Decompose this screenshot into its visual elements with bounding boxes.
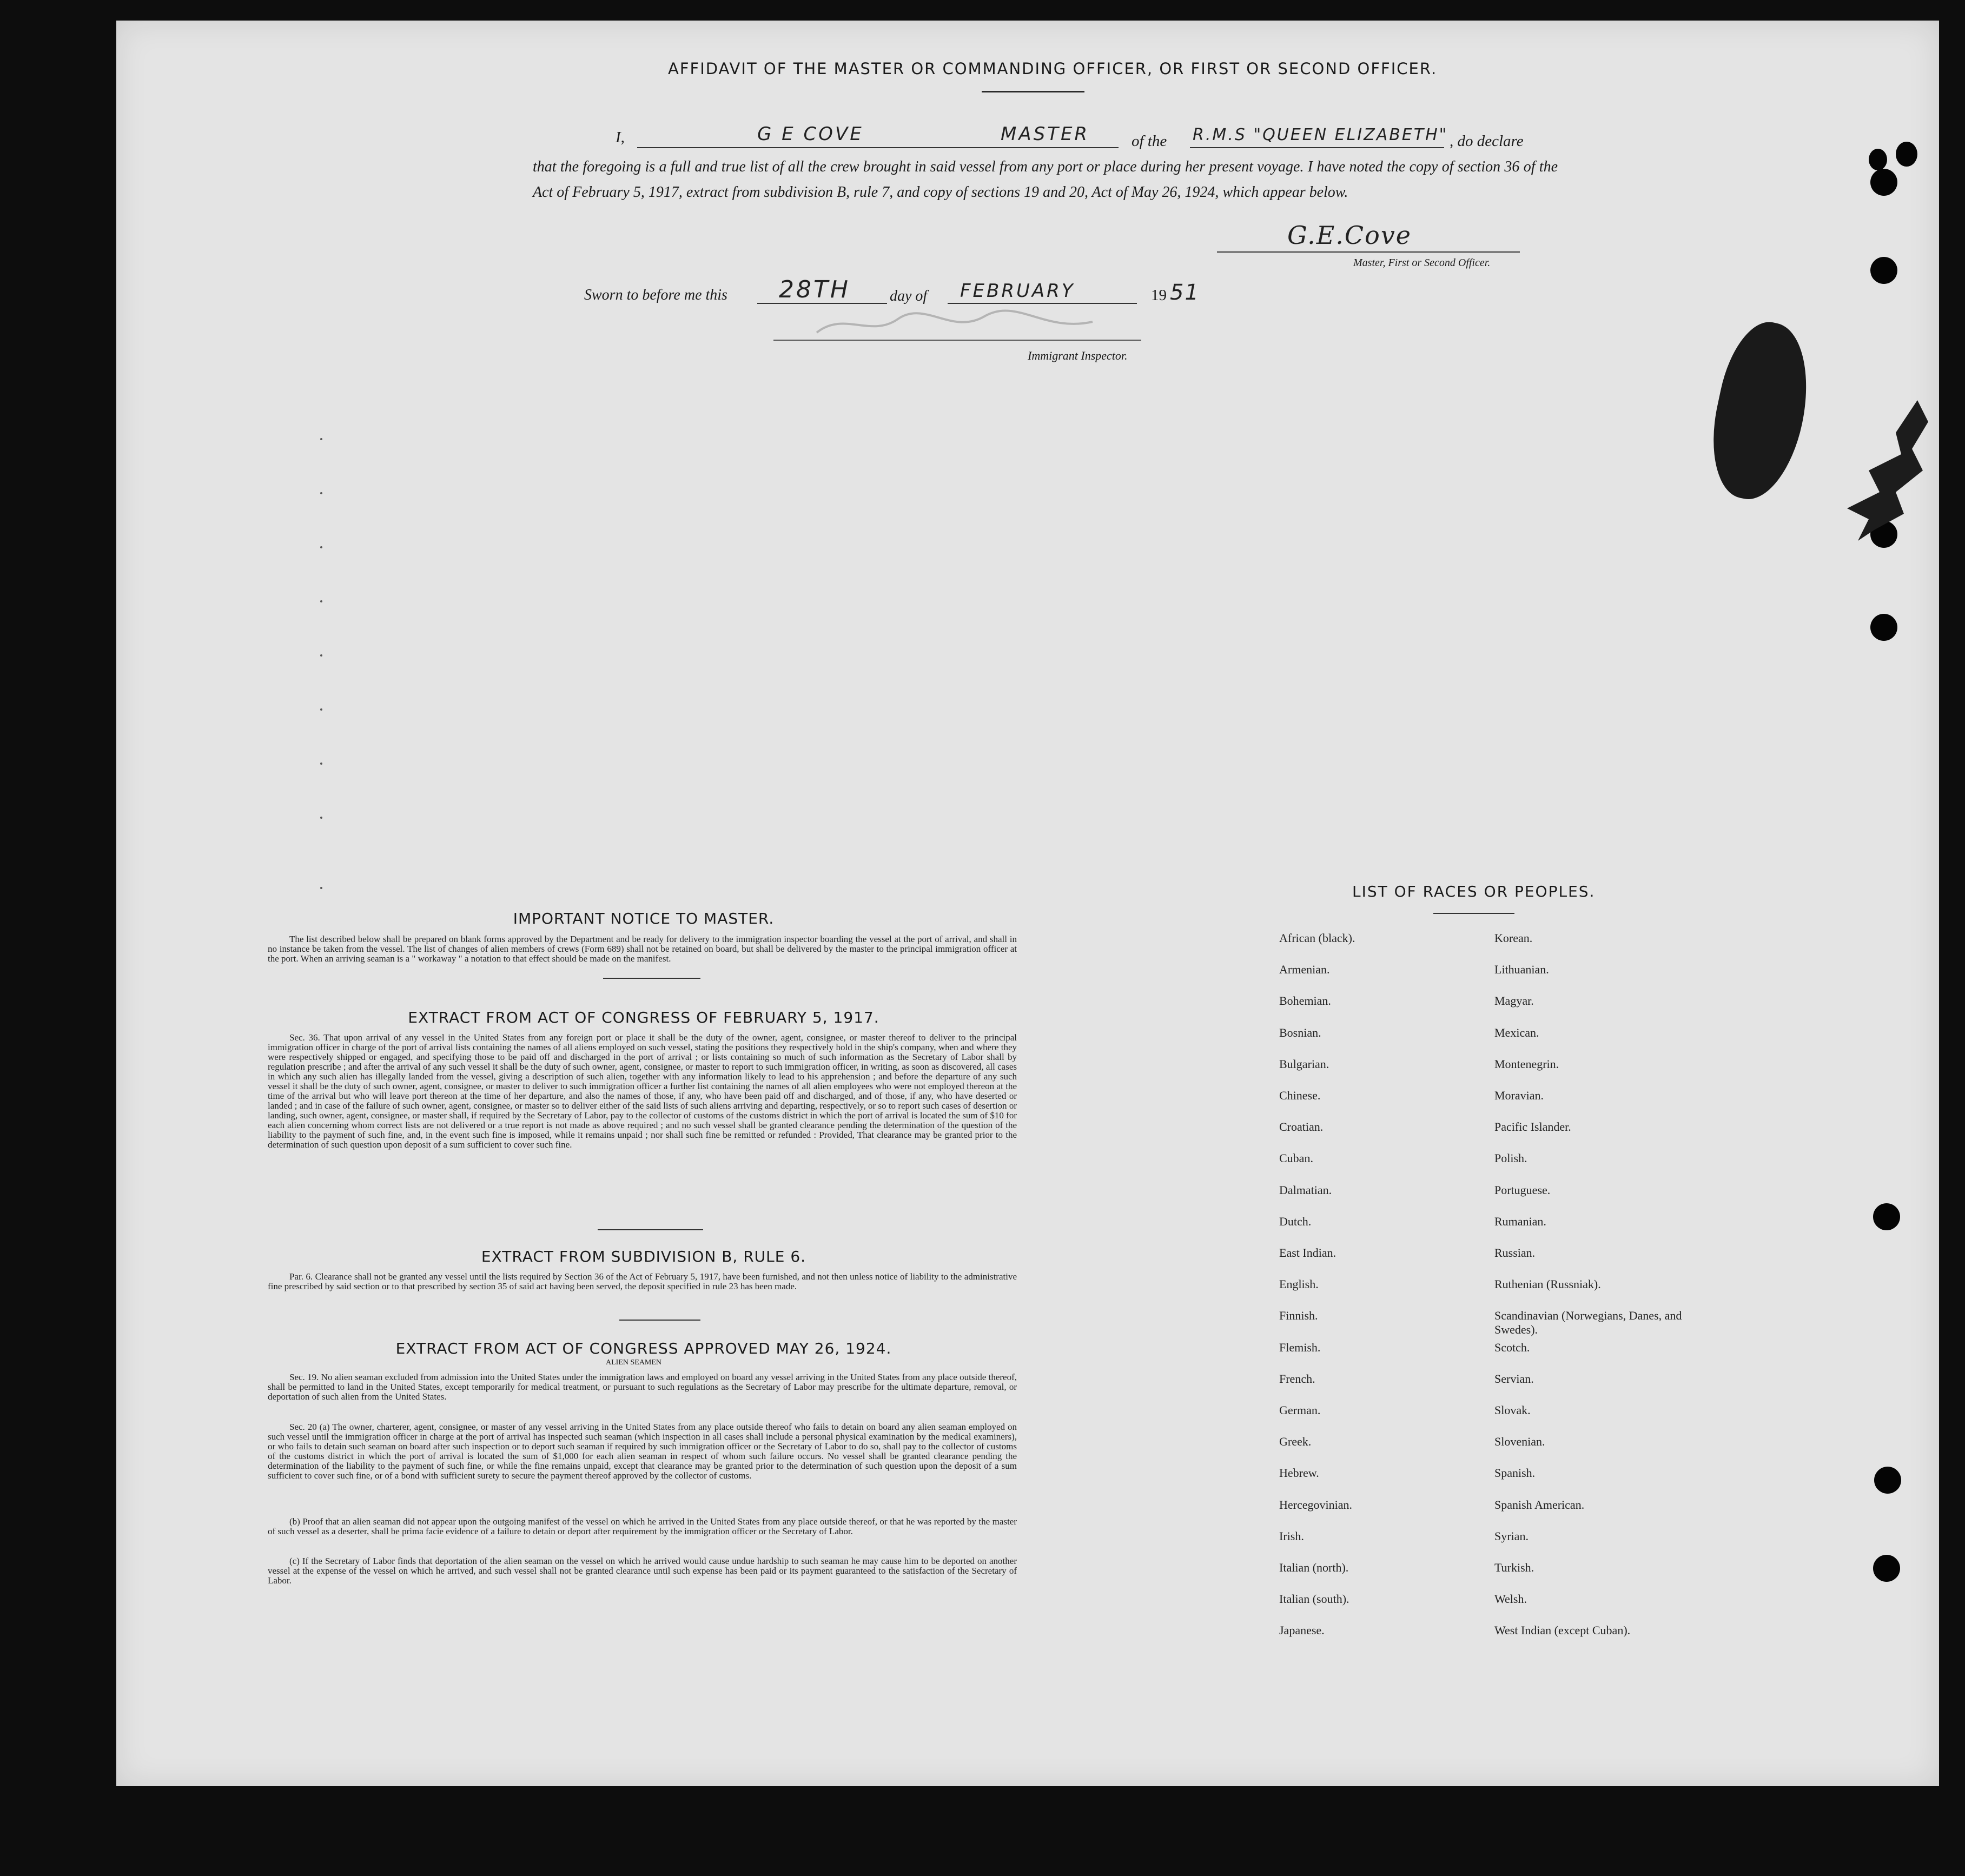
do-declare-label: , do declare <box>1450 132 1524 150</box>
race-item: Spanish American. <box>1494 1497 1585 1512</box>
race-item: Lithuanian. <box>1494 963 1549 977</box>
race-item: Portuguese. <box>1494 1183 1551 1197</box>
extract-1917-divider <box>598 1229 703 1230</box>
section-19: Sec. 19. No alien seaman excluded from admission into the United States under the immigration laws and employed on board any vessel arriving in the United States from any place outside thereof, shall be permitted to land in the United States, except temporarily for medical treatment, or pursuant to such regulations as the Secretary of Labor may prescribe for the ultimate departure, removal, or deportation of such alien from the United States. <box>268 1372 1017 1402</box>
race-item: Servian. <box>1494 1371 1534 1386</box>
race-item: Dutch. <box>1279 1214 1312 1228</box>
race-item: Hebrew. <box>1279 1466 1319 1480</box>
race-item: Montenegrin. <box>1494 1057 1559 1071</box>
race-item: Russian. <box>1494 1246 1536 1259</box>
margin-dot <box>320 887 322 889</box>
vessel-name: R.M.S "QUEEN ELIZABETH" <box>1193 125 1448 144</box>
race-item: Turkish. <box>1494 1561 1534 1574</box>
margin-dot <box>320 600 322 602</box>
races-divider <box>1433 913 1514 914</box>
race-item: Moravian. <box>1494 1089 1544 1102</box>
race-item: English. <box>1279 1277 1319 1291</box>
race-item: Magyar. <box>1494 994 1534 1008</box>
declaration-body: that the foregoing is a full and true list of all the crew brought in said vessel from any port or place during her present voyage. I have noted the copy of section 36 of the Act of February 5, 1917, extract from subdivision B, rule 7, and copy of sections 19 and 20, Act of May 26, 1924, which appear below. <box>533 158 1558 201</box>
race-item: Greek. <box>1279 1435 1312 1449</box>
race-item: Croatian. <box>1279 1120 1324 1134</box>
race-item: Scotch. <box>1494 1340 1530 1354</box>
margin-dot <box>320 654 322 657</box>
races-title: LIST OF RACES OR PEOPLES. <box>1352 883 1596 900</box>
race-item: Finnish. <box>1279 1309 1318 1323</box>
sworn-month: FEBRUARY <box>960 280 1075 302</box>
name-line <box>637 147 1119 148</box>
vessel-line <box>1190 147 1444 148</box>
year-prefix: 19 <box>1151 287 1167 304</box>
race-item: Polish. <box>1494 1151 1527 1165</box>
rule6-body: Par. 6. Clearance shall not be granted any vessel until the lists required by Section 36 of the Act of February 5, 1917, have been furnished, and not then unless notice of liability to the administrative fine prescribed by said section or to that prescribed by section 35 of said act having been served, the deposit specified in rule 23 has been made. <box>268 1271 1017 1291</box>
margin-dot <box>320 817 322 819</box>
race-item: Bulgarian. <box>1279 1057 1329 1071</box>
inspector-caption: Immigrant Inspector. <box>1028 349 1128 362</box>
section-20a: Sec. 20 (a) The owner, charterer, agent, consignee, or master of any vessel arriving in the United States from any place outside thereof who fails to detain on board any alien seaman employed on such vessel until the immigration officer in charge at the port of arrival has inspected such seaman (which inspection in all cases shall include a personal physical examination by the medical examiners), or who fails to detain such seaman on board after such inspection or to deport such seaman if required by such immigration officer or the Secretary of Labor to do so, shall pay to the collector of customs of the customs district in which the port of arrival is located the sum of $1,000 for each alien seaman in respect of whom such failure occurs. No vessel shall be granted clearance pending the determination of the liability to the payment of such fine, or while the fine remains unpaid, except that clearance may be granted prior to the determination of such question upon the deposit of a sum sufficient to cover such fine, or of a bond with sufficient surety to secure the payment thereof approved by the collector of customs. <box>268 1422 1017 1481</box>
race-item: Pacific Islander. <box>1494 1120 1571 1134</box>
master-name: G E COVE <box>757 123 864 145</box>
margin-dot <box>320 438 322 440</box>
race-item: West Indian (except Cuban). <box>1494 1623 1631 1638</box>
rule6-title: EXTRACT FROM SUBDIVISION B, RULE 6. <box>481 1248 806 1265</box>
title-divider <box>982 91 1084 92</box>
binder-hole <box>1873 1203 1900 1230</box>
inspector-signature-mark <box>811 306 1136 343</box>
day-of-label: day of <box>890 288 928 304</box>
race-item: German. <box>1279 1403 1321 1417</box>
alien-seamen-subtitle: ALIEN SEAMEN <box>606 1358 662 1367</box>
race-item: Mexican. <box>1494 1025 1539 1039</box>
race-item: Slovenian. <box>1494 1435 1545 1449</box>
binder-hole <box>1870 257 1897 284</box>
race-item: Slovak. <box>1494 1403 1531 1417</box>
race-item: Bohemian. <box>1279 994 1331 1008</box>
binder-hole <box>1869 149 1887 170</box>
notice-divider <box>603 978 700 979</box>
race-item: East Indian. <box>1279 1246 1337 1259</box>
race-item: Korean. <box>1494 931 1533 945</box>
signature-caption: Master, First or Second Officer. <box>1353 257 1491 269</box>
master-signature: G.E.Cove <box>1287 221 1412 250</box>
race-item: Italian (north). <box>1279 1561 1349 1574</box>
race-item: Flemish. <box>1279 1340 1321 1354</box>
notice-body: The list described below shall be prepared on blank forms approved by the Department and be ready for delivery to the immigration inspector boarding the vessel at the port of arrival, and shall in no instance be taken from the vessel. The list of changes of alien members of crews (Form 689) shall not be retained on board, but shall be delivered by the master to the principal immigration officer at the port. When an arriving seaman is a " workaway " a notation to that effect should be made on the manifest. <box>268 934 1017 964</box>
binder-hole <box>1873 1555 1900 1582</box>
race-item: Ruthenian (Russniak). <box>1494 1277 1601 1291</box>
binder-hole <box>1870 614 1897 641</box>
of-the-label: of the <box>1132 132 1167 150</box>
race-item: Armenian. <box>1279 963 1330 977</box>
binder-hole <box>1874 1467 1901 1494</box>
race-item: Spanish. <box>1494 1466 1536 1480</box>
race-item: Welsh. <box>1494 1592 1527 1606</box>
declaration-intro: I, <box>616 129 625 146</box>
sworn-day: 28TH <box>779 276 850 303</box>
binder-hole <box>1896 142 1917 167</box>
extract-1917-title: EXTRACT FROM ACT OF CONGRESS OF FEBRUARY 5, 1917. <box>408 1009 879 1026</box>
race-item: Dalmatian. <box>1279 1183 1332 1197</box>
race-item: French. <box>1279 1371 1315 1386</box>
margin-dot <box>320 763 322 765</box>
sworn-prefix: Sworn to before me this <box>584 287 727 303</box>
notice-title: IMPORTANT NOTICE TO MASTER. <box>513 910 775 927</box>
race-item: Italian (south). <box>1279 1592 1349 1606</box>
binder-hole <box>1870 169 1897 196</box>
race-item: Japanese. <box>1279 1623 1325 1638</box>
year-suffix: 51 <box>1170 280 1200 305</box>
signature-line <box>1217 251 1520 253</box>
race-item: Hercegovinian. <box>1279 1497 1352 1512</box>
race-item: Bosnian. <box>1279 1025 1321 1039</box>
section-20c: (c) If the Secretary of Labor finds that deportation of the alien seaman on the vessel on which he arrived would cause undue hardship to such seaman he may cause him to be deported on another vessel at the expense of the vessel on which he arrived, and such vessel shall not be granted clearance until such expense has been paid or its payment guaranteed to the satisfaction of the Secretary of Labor. <box>268 1556 1017 1586</box>
margin-dot <box>320 492 322 494</box>
sworn-month-line <box>948 303 1137 304</box>
section-20b: (b) Proof that an alien seaman did not appear upon the outgoing manifest of the vessel on which he arrived in the United States from any place outside thereof, or that he was reported by the master of such vessel as a deserter, shall be prima facie evidence of a failure to detain or deport after requirement by the immigration officer or the Secretary of Labor. <box>268 1516 1017 1536</box>
rule6-divider <box>619 1320 700 1321</box>
margin-dot <box>320 708 322 711</box>
race-item: Scandinavian (Norwegians, Danes, and Swedes). <box>1494 1309 1682 1337</box>
affidavit-title: AFFIDAVIT OF THE MASTER OR COMMANDING OFFICER, OR FIRST OR SECOND OFFICER. <box>668 59 1438 78</box>
race-item: Rumanian. <box>1494 1214 1546 1228</box>
master-rank: MASTER <box>1001 123 1090 145</box>
race-item: Chinese. <box>1279 1089 1321 1102</box>
race-item: Cuban. <box>1279 1151 1313 1165</box>
extract-1924-title: EXTRACT FROM ACT OF CONGRESS APPROVED MAY 26, 1924. <box>395 1340 892 1357</box>
inspector-line <box>773 340 1141 341</box>
race-item: Syrian. <box>1494 1529 1529 1543</box>
margin-dot <box>320 546 322 548</box>
extract-1917-body: Sec. 36. That upon arrival of any vessel in the United States from any foreign port or place it shall be the duty of the owner, agent, consignee, or master thereof to deliver to the principal immigration officer in charge of the port of arrival lists containing the names of all aliens employed on such vessel, stating the positions they respectively hold in the ship's company, when and where they were respectively shipped or engaged, and specifying those to be paid off and discharged in the port of arrival ; or lists containing so much of such information as the Secretary of Labor shall by regulation prescribe ; and after the arrival of any such vessel it shall be the duty of such owner, agent, consignee, or master to report to such immigration officer, in writing, as soon as discovered, all cases in which any such alien has illegally landed from the vessel, giving a description of such alien, together with any information likely to lead to his apprehension ; and before the departure of any such vessel it shall be the duty of such owner, agent, consignee, or master to deliver to such immigration officer a further list containing the names of all alien employees who were not employed thereon at the time of the arrival but who will leave port thereon at the time of her departure, and also the names of those, if any, who have been paid off and discharged, and of those, if any, who have deserted or landed ; and in case of the failure of such owner, agent, consignee, or master so to deliver either of the said lists of such aliens arriving and departing, respectively, or so to report such cases of desertion or landing, such owner, agent, consignee, or master shall, if required by the Secretary of Labor, pay to the collector of customs of the customs district in which the port of arrival is located the sum of $10 for each alien concerning whom correct lists are not delivered or a true report is not made as above required ; and no such vessel shall be granted clearance pending the determination of the question of the liability to the payment of such fine, and, in the event such fine is imposed, while it remains unpaid ; nor shall such fine be remitted or refunded : Provided, That clearance may be granted prior to the determination of such question upon deposit of a sum sufficient to cover such fine. <box>268 1032 1017 1150</box>
race-item: African (black). <box>1279 931 1355 945</box>
torn-edge-mark <box>1836 400 1934 541</box>
race-item: Irish. <box>1279 1529 1304 1543</box>
